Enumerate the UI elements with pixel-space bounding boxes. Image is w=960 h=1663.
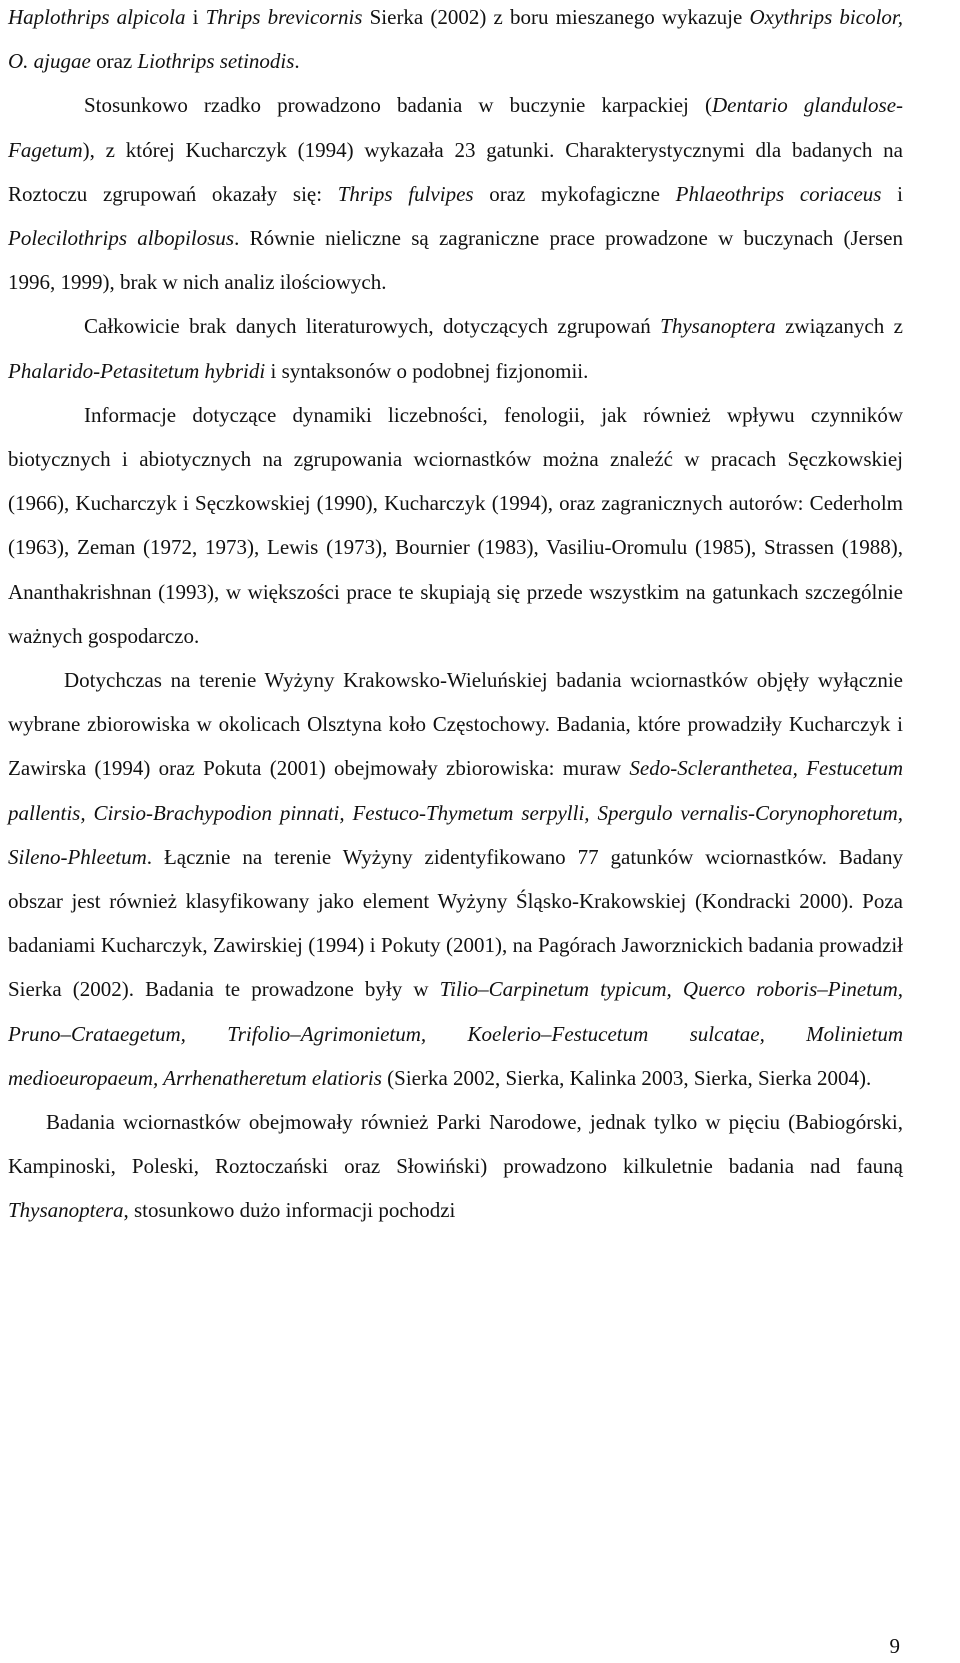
text-segment: ), z której Kucharczyk (1994) wykazała 23 gatunki. Charakterystycznymi dla badanych na Roztoczu zgrupowań okazały się: — [8, 137, 903, 206]
italic-text-segment: Polecilothrips albopilosus — [8, 226, 235, 251]
text-segment: związanych z — [775, 314, 903, 339]
document-page — [8, 0, 903, 1233]
italic-text-segment: Tilio–Carpinetum typicum, Querco roboris–Pinetum, Pruno–Crataegetum, Trifolio–Agrimonietum, Koelerio–Festucetum sulcatae, Molinietum medioeuropaeum, Arrhenatheretum elatioris — [8, 977, 903, 1090]
text-segment: i — [881, 181, 903, 206]
text-segment: Sierka (2002) z boru mieszanego wykazuje — [362, 5, 750, 29]
paragraph-6 — [8, 1100, 903, 1233]
paragraph-3 — [8, 304, 903, 392]
text-segment: i — [185, 5, 206, 29]
text-segment: Informacje dotyczące dynamiki liczebności, fenologii, jak również wpływu czynników biotycznych i abiotycznych na zgrupowania wciornastków można znaleźć w pracach Sęczkowskiej (1966), Kucharczyk i Sęczkowskiej (1990), Kucharczyk (1994), oraz zagranicznych autorów: Cederholm (1963), Zeman (1972, 1973), Lewis (1973), Bournier (1983), Vasiliu-Oromulu (1985), Strassen (1988), Ananthakrishnan (1993), w większości prace te skupiają się przede wszystkim na gatunkach szczególnie ważnych gospodarczo. — [8, 402, 903, 648]
paragraph-4 — [8, 393, 903, 658]
text-segment: . Łącznie na terenie Wyżyny zidentyfikowano 77 gatunków wciornastków. Badany obszar jest również klasyfikowany jako element Wyżyny Śląsko-Krakowskiej (Kondracki 2000). Poza badaniami Kucharczyk, Zawirskiej (1994) i Pokuty (2001), na Pagórach Jaworznickich badania prowadził Sierka (2002). Badania te prowadzone były w — [8, 844, 903, 1002]
italic-text-segment: Oxythrips bicolor, O. ajugae — [8, 5, 903, 74]
text-segment: oraz — [90, 49, 138, 74]
paragraph-1 — [8, 0, 903, 83]
text-segment: . Równie nieliczne są zagraniczne prace prowadzone w buczynach (Jersen 1996, 1999), brak w nich analiz ilościowych. — [8, 226, 903, 295]
text-segment: Badania wciornastków obejmowały również Parki Narodowe, jednak tylko w pięciu (Babiogórski, Kampinoski, Poleski, Roztoczański oraz Słowiński) prowadzono kilkuletnie badania nad fauną — [8, 1110, 903, 1179]
italic-text-segment: Thrips fulvipes — [337, 181, 474, 206]
italic-text-segment: Haplothrips alpicola — [8, 5, 186, 29]
italic-text-segment: Dentario glandulose-Fagetum — [8, 93, 904, 162]
italic-text-segment: Thysanoptera — [660, 314, 776, 339]
page-number: 9 — [889, 1634, 900, 1658]
paragraph-2 — [8, 83, 903, 304]
text-segment: i syntaksonów o podobnej fizjonomii. — [265, 358, 589, 383]
text-segment: . — [294, 49, 300, 74]
italic-text-segment: Phlaeothrips coriaceus — [675, 181, 882, 206]
paragraph-5 — [8, 658, 903, 1100]
text-segment: oraz mykofagiczne — [473, 181, 676, 206]
italic-text-segment: Liothrips setinodis — [137, 49, 295, 74]
italic-text-segment: Sedo-Scleranthetea, Festucetum pallentis, Cirsio-Brachypodion pinnati, Festuco-Thymetum serpylli, Spergulo vernalis-Corynophoretum, Sileno-Phleetum — [8, 756, 903, 869]
italic-text-segment: Phalarido-Petasitetum hybridi — [8, 358, 266, 383]
text-segment: , stosunkowo dużo informacji pochodzi — [123, 1198, 456, 1223]
text-segment: Całkowicie brak danych literaturowych, dotyczących zgrupowań — [84, 314, 661, 339]
text-segment: Dotychczas na terenie Wyżyny Krakowsko-Wieluńskiej badania wciornastków objęły wyłącznie wybrane zbiorowiska w okolicach Olsztyna koło Częstochowy. Badania, które prowadziły Kucharczyk i Zawirska (1994) oraz Pokuta (2001) obejmowały zbiorowiska: muraw — [8, 668, 903, 781]
text-segment: Stosunkowo rzadko prowadzono badania w buczynie karpackiej ( — [84, 93, 712, 118]
italic-text-segment: Thrips brevicornis — [205, 5, 363, 29]
italic-text-segment: Thysanoptera — [8, 1198, 124, 1223]
text-segment: (Sierka 2002, Sierka, Kalinka 2003, Sierka, Sierka 2004). — [381, 1065, 872, 1090]
